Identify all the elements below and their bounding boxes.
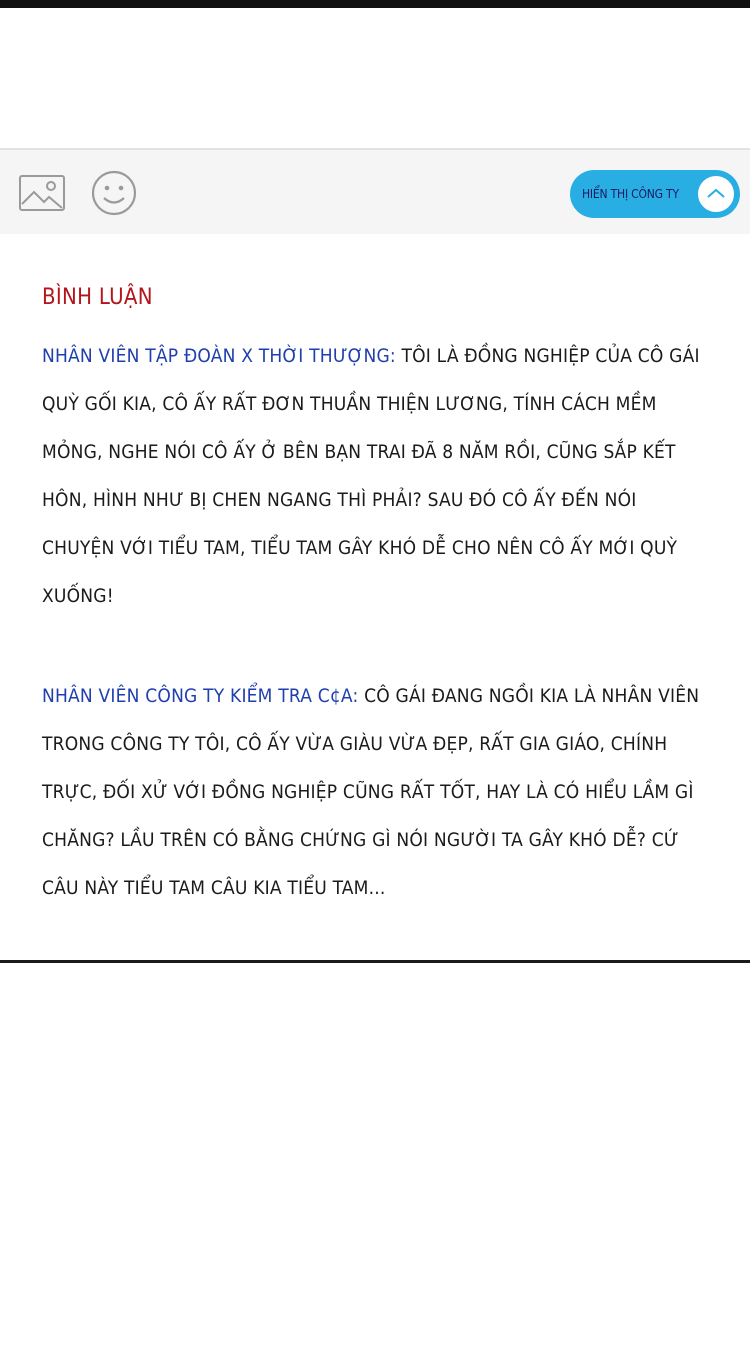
comment-item (42, 672, 712, 912)
top-border (0, 0, 750, 8)
chevron-up-icon (696, 174, 736, 214)
section-divider (0, 960, 750, 963)
comment-item (42, 332, 712, 620)
comments-section (42, 285, 712, 912)
comment-text: TÔI LÀ ĐỒNG NGHIỆP CỦA CÔ GÁI QUỲ GỐI KIA, CÔ ẤY RẤT ĐƠN THUẦN THIỆN LƯƠNG, TÍNH CÁCH MỀM MỎNG, NGHE NÓI CÔ ẤY Ở BÊN BẠN TRAI ĐÃ 8 NĂM RỒI, CŨNG SẮP KẾT HÔN, HÌNH NHƯ BỊ CHEN NGANG THÌ PHẢI? SAU ĐÓ CÔ ẤY ĐẾN NÓI CHUYỆN VỚI TIỂU TAM, TIỂU TAM GÂY KHÓ DỄ CHO NÊN CÔ ẤY MỚI QUỲ XUỐNG! (42, 345, 700, 607)
comment-text: CÔ GÁI ĐANG NGỒI KIA LÀ NHÂN VIÊN TRONG CÔNG TY TÔI, CÔ ẤY VỪA GIÀU VỪA ĐẸP, RẤT GIA GIÁO, CHÍNH TRỰC, ĐỐI XỬ VỚI ĐỒNG NGHIỆP CŨNG RẤT TỐT, HAY LÀ CÓ HIỂU LẦM GÌ CHĂNG? LẦU TRÊN CÓ BẰNG CHỨNG GÌ NÓI NGƯỜI TA GÂY KHÓ DỄ? CỨ CÂU NÀY TIỂU TAM CÂU KIA TIỂU TAM... (42, 685, 700, 899)
comment-author: NHÂN VIÊN TẬP ĐOÀN X THỜI THƯỢNG: (42, 345, 396, 367)
comment-author: NHÂN VIÊN CÔNG TY KIỂM TRA C¢A: (42, 685, 359, 707)
comments-heading: BÌNH LUẬN (42, 285, 153, 310)
smiley-icon[interactable] (90, 169, 138, 217)
image-icon[interactable] (18, 172, 66, 214)
show-company-button[interactable] (570, 170, 740, 218)
comment-toolbar (0, 148, 750, 234)
show-company-label: HIỂN THỊ CÔNG TY (582, 187, 679, 201)
